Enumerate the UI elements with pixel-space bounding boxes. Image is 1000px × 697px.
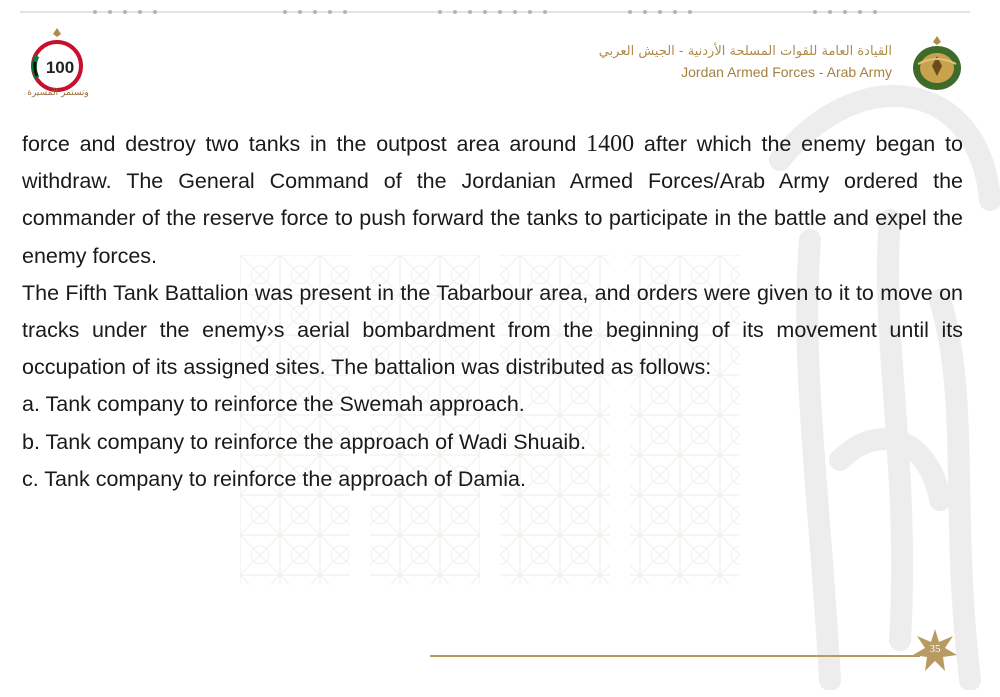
paragraph-text: after which the enemy began to withdraw. The General Command of the Jordanian Armed Forces/Arab Army ordered the commander of the reserve force to push forward the tanks to participate in the battle and expel the enemy forces.	[22, 132, 963, 268]
paragraph	[22, 126, 963, 275]
header-arabic-title: القيادة العامة للقوات المسلحة الأردنية - الجيش العربي	[598, 44, 892, 59]
centennial-number: 100	[45, 58, 75, 77]
centennial-caption: وتستمر المسيرة	[27, 88, 89, 98]
army-emblem-icon	[910, 34, 964, 92]
list-item: b. Tank company to reinforce the approach of Wadi Shuaib.	[22, 429, 587, 454]
footer-rule	[430, 655, 920, 657]
page-number: 35	[929, 643, 941, 655]
top-decorative-border	[0, 0, 1000, 24]
header-english-title: Jordan Armed Forces - Arab Army	[681, 64, 892, 80]
list-item: a. Tank company to reinforce the Swemah approach.	[22, 392, 525, 417]
page-body	[22, 126, 963, 498]
paragraph-text: force and destroy two tanks in the outpost area around	[22, 132, 587, 156]
list-item: c. Tank company to reinforce the approach of Damia.	[22, 466, 526, 491]
time-value: 1400	[586, 131, 635, 157]
paragraph: The Fifth Tank Battalion was present in the Tabarbour area, and orders were given to it to move on tracks under the enemy›s aerial bombardment from the beginning of its movement until its occupation of its assigned sites. The battalion was distributed as follows:	[22, 280, 963, 380]
